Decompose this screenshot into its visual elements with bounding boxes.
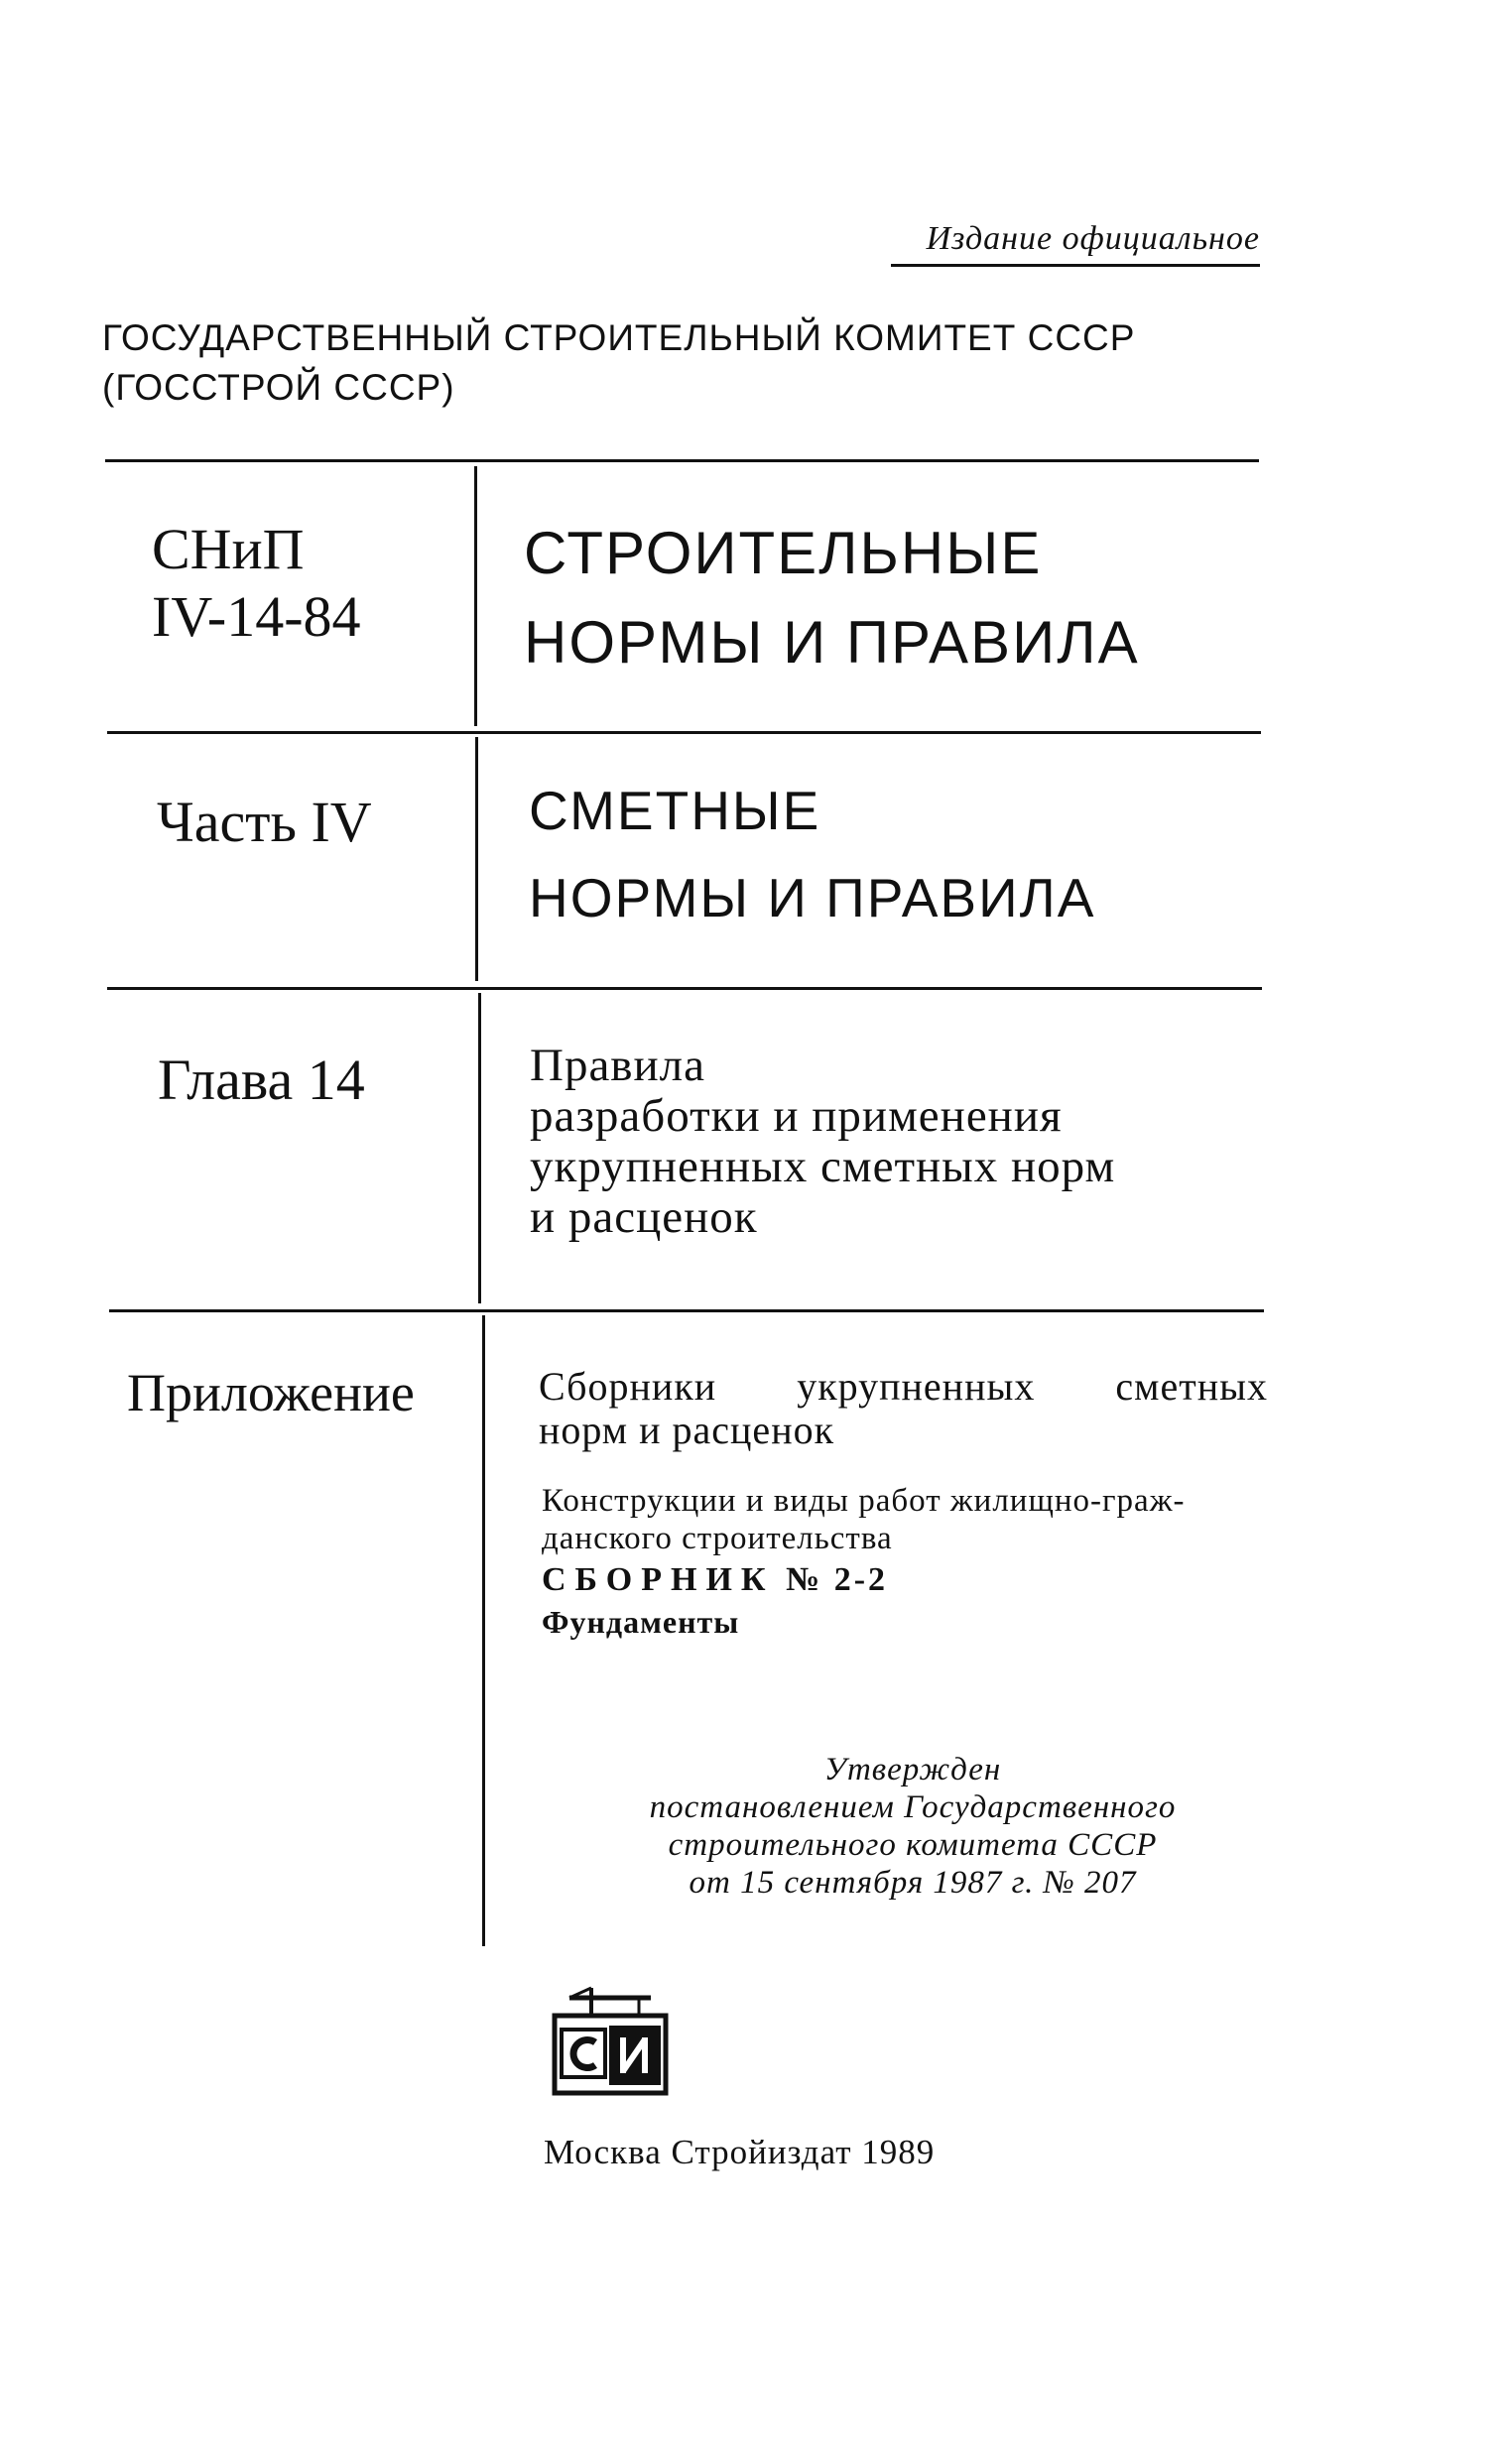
approval-line: строительного комитета СССР xyxy=(668,1827,1158,1863)
appendix-details xyxy=(542,1482,1185,1641)
appendix-title xyxy=(539,1365,1268,1452)
committee-heading xyxy=(102,313,1135,413)
appendix-title-word: Сборники xyxy=(539,1364,717,1409)
committee-abbreviation: (ГОССТРОЙ СССР) xyxy=(102,367,455,408)
official-edition-label: Издание официальное xyxy=(926,220,1260,257)
committee-name: ГОСУДАРСТВЕННЫЙ СТРОИТЕЛЬНЫЙ КОМИТЕТ СССР xyxy=(102,317,1136,358)
approval-line: постановлением Государственного xyxy=(649,1789,1177,1825)
snip-label: СНиП xyxy=(152,517,305,581)
appendix-title-word: укрупненных xyxy=(797,1364,1036,1409)
divider-part xyxy=(107,987,1262,990)
official-edition-underline xyxy=(891,264,1260,267)
appendix-subtitle-line1: Конструкции и виды работ жилищно-граж- xyxy=(542,1483,1186,1519)
approval-line: Утвержден xyxy=(823,1752,1002,1787)
collection-heading xyxy=(542,1561,1185,1599)
chapter-title-line: укрупненных сметных норм xyxy=(530,1141,1116,1192)
snip-code xyxy=(152,516,361,651)
appendix-subtitle-line2: данского строительства xyxy=(542,1521,893,1556)
chapter-title-line: разработки и применения xyxy=(530,1090,1063,1142)
column-divider-chapter xyxy=(478,993,481,1303)
approval-line: от 15 сентября 1987 г. № 207 xyxy=(689,1865,1137,1901)
appendix-title-word: сметных xyxy=(1115,1364,1268,1409)
chapter-title-line: и расценок xyxy=(530,1191,758,1243)
collection-number: № 2-2 xyxy=(786,1561,889,1598)
appendix-title-line1 xyxy=(539,1365,1268,1409)
collection-word: СБОРНИК xyxy=(542,1561,775,1598)
part-title-line2: НОРМЫ И ПРАВИЛА xyxy=(529,867,1096,928)
snip-number: IV-14-84 xyxy=(152,584,361,649)
divider-snip xyxy=(107,731,1261,734)
chapter-title-line: Правила xyxy=(530,1040,705,1091)
snip-title xyxy=(524,509,1140,687)
column-divider-appendix xyxy=(482,1315,485,1946)
publisher-imprint: Москва Стройиздат 1989 xyxy=(544,2133,936,2171)
publisher-logo-icon xyxy=(552,1986,669,2097)
collection-name: Фундаменты xyxy=(542,1604,740,1640)
part-label: Часть IV xyxy=(157,790,372,854)
chapter-title xyxy=(530,1041,1115,1243)
appendix-title-line2: норм и расценок xyxy=(539,1408,835,1452)
divider-top xyxy=(105,459,1259,462)
snip-title-line2: НОРМЫ И ПРАВИЛА xyxy=(524,609,1140,676)
column-divider-part xyxy=(475,737,478,981)
column-divider-snip xyxy=(474,466,477,726)
appendix-label: Приложение xyxy=(127,1363,415,1422)
chapter-label: Глава 14 xyxy=(158,1047,365,1112)
part-title xyxy=(529,767,1095,941)
approval-note xyxy=(556,1751,1270,1902)
divider-chapter xyxy=(109,1309,1264,1312)
part-title-line1: СМЕТНЫЕ xyxy=(529,780,821,841)
snip-title-line1: СТРОИТЕЛЬНЫЕ xyxy=(524,520,1043,586)
